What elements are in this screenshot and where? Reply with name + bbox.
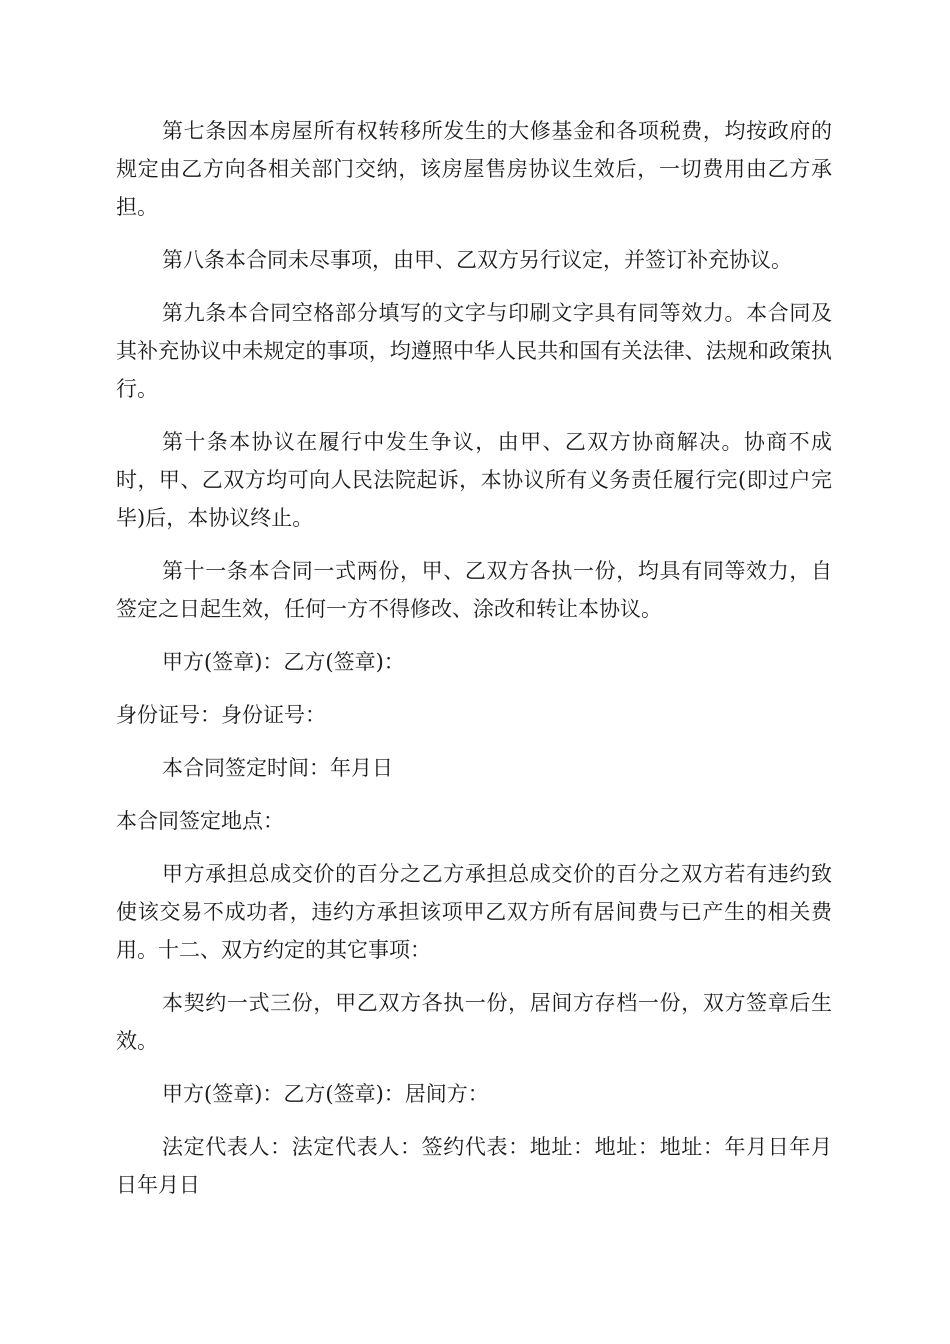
clause-8-paragraph: 第八条本合同未尽事项，由甲、乙双方另行议定，并签订补充协议。 — [162, 248, 792, 272]
id-number-line: 身份证号：身份证号： — [116, 703, 326, 727]
fee-clause-paragraph: 甲方承担总成交价的百分之乙方承担总成交价的百分之双方若有违约致使该交易不成功者，违约方承担该项甲乙双方所有居间费与已产生的相关费用。十二、双方约定的其它事项： — [116, 862, 832, 962]
copies-clause-paragraph: 本契约一式三份，甲乙双方各执一份，居间方存档一份，双方签章后生效。 — [116, 991, 832, 1053]
document-body — [116, 112, 832, 1219]
signature-line-2: 甲方(签章)：乙方(签章)：居间方： — [162, 1082, 489, 1106]
clause-7-paragraph: 第七条因本房屋所有权转移所发生的大修基金和各项税费，均按政府的规定由乙方向各相关部门交纳，该房屋售房协议生效后，一切费用由乙方承担。 — [116, 119, 832, 219]
representatives-line: 法定代表人：法定代表人：签约代表：地址：地址：地址：年月日年月日年月日 — [116, 1135, 832, 1197]
signing-date-line: 本合同签定时间：年月日 — [162, 756, 393, 780]
signature-line: 甲方(签章)：乙方(签章)： — [162, 650, 405, 674]
clause-9-paragraph: 第九条本合同空格部分填写的文字与印刷文字具有同等效力。本合同及其补充协议中未规定的事项，均遵照中华人民共和国有关法律、法规和政策执行。 — [116, 301, 832, 401]
signing-place-line: 本合同签定地点： — [116, 809, 284, 833]
clause-11-paragraph: 第十一条本合同一式两份，甲、乙双方各执一份，均具有同等效力，自签定之日起生效，任何一方不得修改、涂改和转让本协议。 — [116, 559, 832, 621]
clause-10-paragraph: 第十条本协议在履行中发生争议，由甲、乙双方协商解决。协商不成时，甲、乙双方均可向人民法院起诉，本协议所有义务责任履行完(即过户完毕)后，本协议终止。 — [116, 430, 832, 530]
